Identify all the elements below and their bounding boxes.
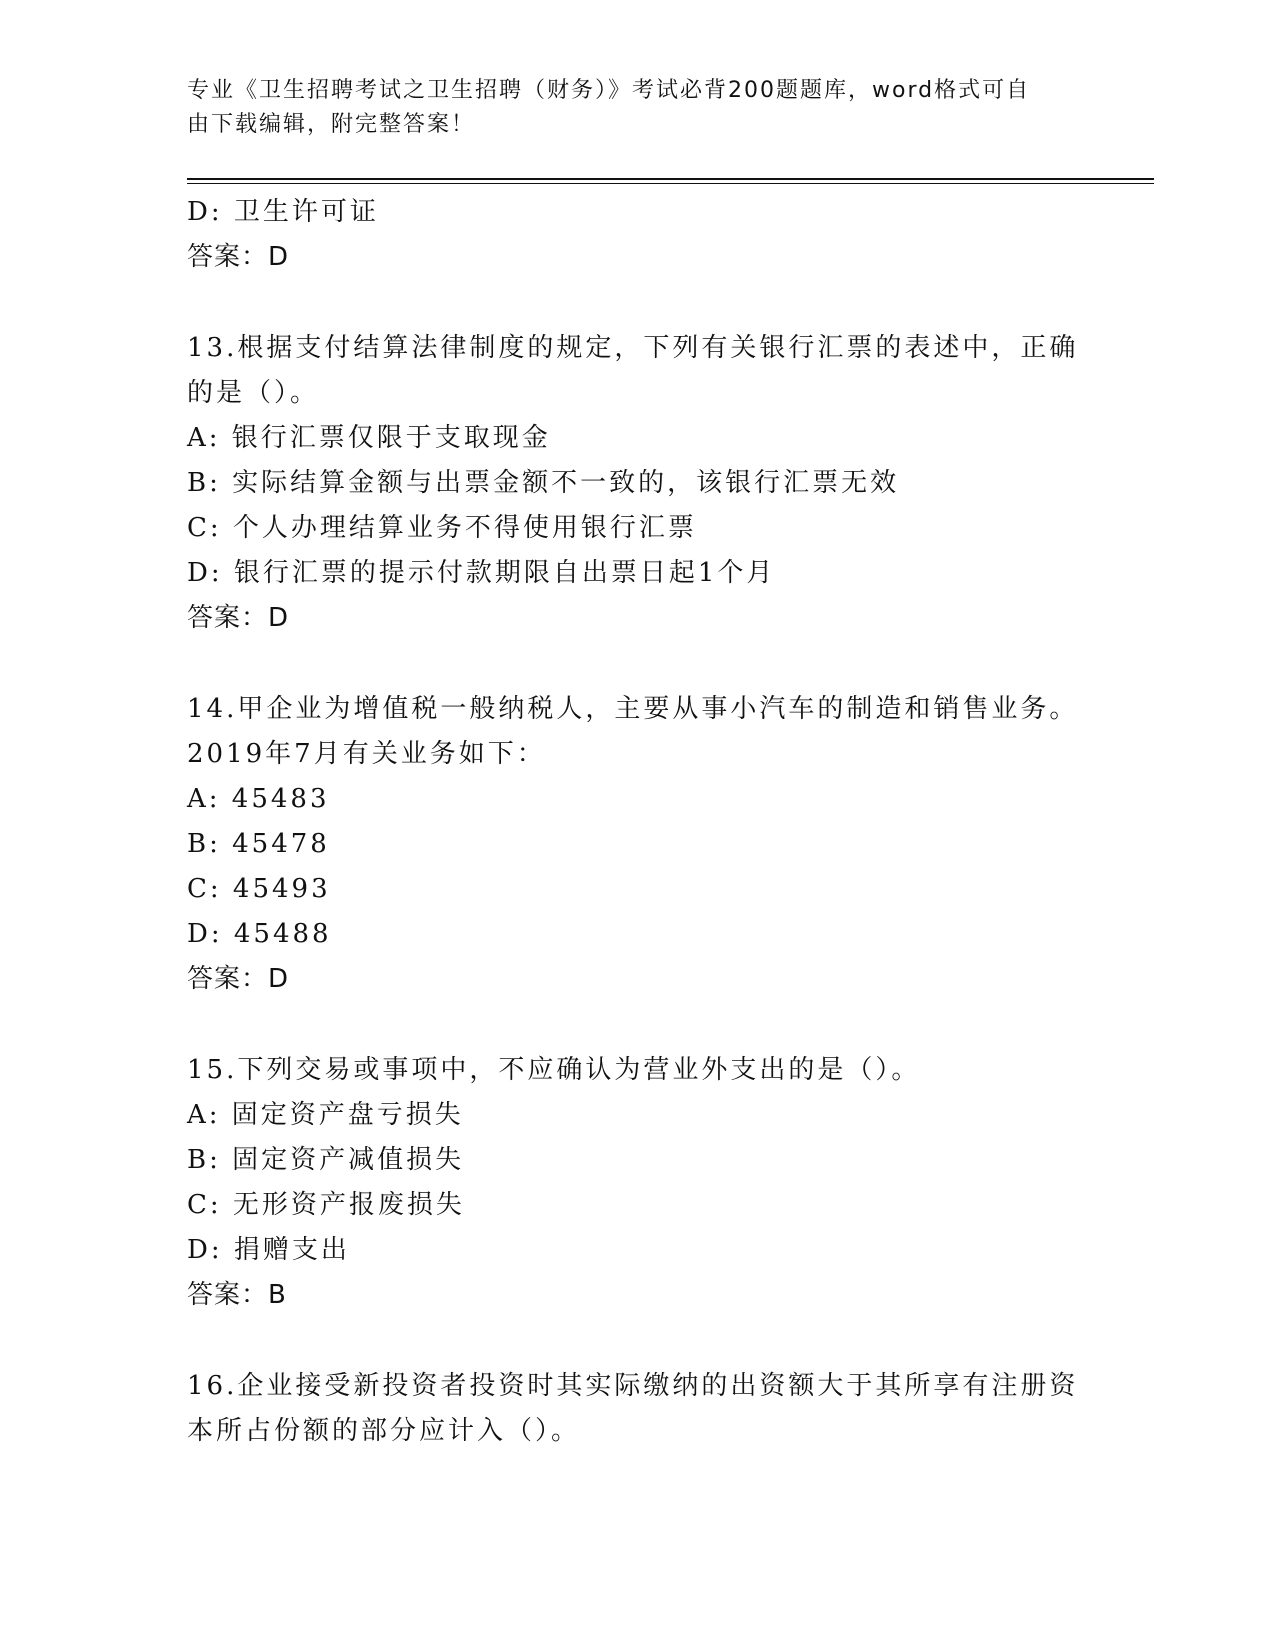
question-list <box>187 190 1087 1454</box>
header-line-2: 由下载编辑，附完整答案！ <box>187 112 476 137</box>
question-14 <box>187 687 1087 1002</box>
question-16 <box>187 1364 1087 1454</box>
option-d: D: 45488 <box>187 919 332 949</box>
spacer <box>187 280 1087 326</box>
question-13 <box>187 326 1087 641</box>
spacer <box>187 1002 1087 1048</box>
continued-question-12 <box>187 190 1087 280</box>
option-c: C: 无形资产报废损失 <box>187 1190 465 1220</box>
option-d: D: 银行汇票的提示付款期限自出票日起1个月 <box>187 558 776 588</box>
answer-line: 答案：D <box>187 964 290 994</box>
option-a: A: 45483 <box>187 784 330 814</box>
option-b: B: 45478 <box>187 829 330 859</box>
question-stem-line-1: 15.下列交易或事项中，不应确认为营业外支出的是（）。 <box>187 1055 921 1085</box>
question-stem-line-2: 的是（）。 <box>187 378 320 408</box>
answer-line: 答案：D <box>187 242 290 272</box>
question-stem-line-2: 本所占份额的部分应计入（）。 <box>187 1416 581 1446</box>
header-line-1: 专业《卫生招聘考试之卫生招聘（财务）》考试必背200题题库，word格式可自 <box>187 78 1031 103</box>
header-divider-thin <box>187 183 1154 184</box>
spacer <box>187 641 1087 687</box>
option-d: D: 捐赠支出 <box>187 1235 350 1265</box>
question-stem-line-1: 14.甲企业为增值税一般纳税人，主要从事小汽车的制造和销售业务。 <box>187 694 1079 724</box>
question-stem-line-2: 2019年7月有关业务如下： <box>187 739 546 769</box>
question-stem-line-1: 16.企业接受新投资者投资时其实际缴纳的出资额大于其所享有注册资 <box>187 1371 1079 1401</box>
question-stem-line-1: 13.根据支付结算法律制度的规定，下列有关银行汇票的表述中，正确 <box>187 333 1079 363</box>
question-15 <box>187 1048 1087 1318</box>
option-a: A: 银行汇票仅限于支取现金 <box>187 423 551 453</box>
answer-line: 答案：B <box>187 1280 287 1310</box>
option-d: D: 卫生许可证 <box>187 197 379 227</box>
option-c: C: 45493 <box>187 874 331 904</box>
option-b: B: 固定资产减值损失 <box>187 1145 465 1175</box>
header-divider-thick <box>187 178 1154 180</box>
spacer <box>187 1318 1087 1364</box>
option-b: B: 实际结算金额与出票金额不一致的，该银行汇票无效 <box>187 468 900 498</box>
answer-line: 答案：D <box>187 603 290 633</box>
document-header <box>187 74 1067 142</box>
option-a: A: 固定资产盘亏损失 <box>187 1100 464 1130</box>
option-c: C: 个人办理结算业务不得使用银行汇票 <box>187 513 697 543</box>
